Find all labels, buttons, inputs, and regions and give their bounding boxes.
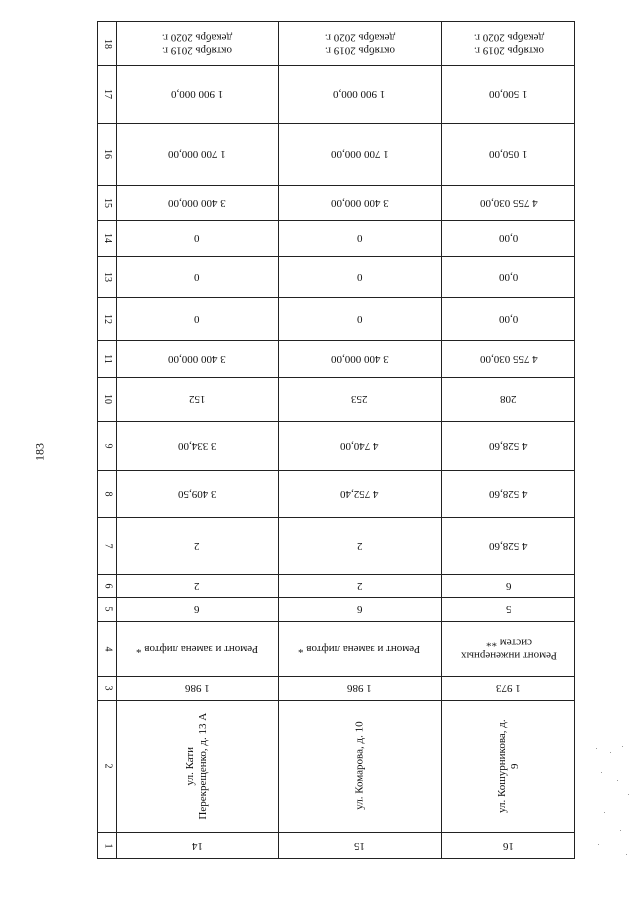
cell-row-number: 14 [191,840,203,853]
cell-c17: 1 900 000,0 [170,88,224,101]
column-number-10: 10 [102,394,113,404]
page-number: 183 [32,443,47,461]
cell-year: 1 986 [347,682,372,695]
cell-c15: 4 755 030,00 [479,197,538,210]
repair-schedule-table [97,21,575,859]
cell-c13: 0,00 [498,271,519,284]
column-number-18: 18 [102,38,113,49]
column-number-12: 12 [102,313,113,324]
cell-c7: 2 [194,540,200,553]
cell-c14: 0 [194,232,200,245]
cell-c17: 1 500,00 [489,88,528,101]
cell-c11: 3 400 000,00 [168,353,226,366]
cell-row-number: 16 [503,840,514,853]
cell-c9: 4 528,60 [489,440,528,453]
cell-c7: 2 [356,540,363,553]
column-number-6: 6 [102,583,113,588]
cell-work-type: Ремонт и замена лифтов * [298,643,421,656]
cell-c5: 6 [194,603,200,616]
column-number-13: 13 [102,271,113,282]
cell-address: ул. Кати Перекрещенко, д. 13 А [183,712,209,820]
cell-c6: 6 [505,580,512,593]
cell-c13: 0 [356,271,363,284]
cell-period: октябрь 2019 г. декабрь 2020 г. [161,31,233,57]
cell-c10: 152 [188,393,206,406]
cell-c9: 4 740,00 [340,440,379,453]
cell-c5: 6 [356,603,363,616]
cell-c15: 3 400 000,00 [168,197,226,210]
cell-c6: 2 [356,580,363,593]
cell-c14: 0,00 [498,232,519,245]
cell-work-type: Ремонт и замена лифтов * [135,643,259,656]
column-number-4: 4 [102,646,113,651]
cell-c16: 1 700 000,00 [168,148,226,161]
column-number-3: 3 [102,685,113,691]
column-number-16: 16 [102,149,113,159]
column-number-1: 1 [102,843,113,849]
cell-c14: 0 [356,232,363,245]
cell-year: 1 986 [184,682,210,695]
cell-c11: 4 755 030,00 [479,353,538,366]
cell-c5: 5 [505,603,512,616]
cell-c12: 0 [194,313,200,326]
cell-c16: 1 700 000,00 [330,148,389,161]
cell-year: 1 973 [496,682,521,695]
column-number-17: 17 [102,89,113,99]
cell-period: октябрь 2019 г. декабрь 2020 г. [324,31,395,57]
column-number-8: 8 [102,491,113,496]
column-number-2: 2 [102,763,113,769]
cell-address: ул. Кошурникова, д. 9 [495,719,521,813]
cell-c8: 4 528,60 [489,488,528,501]
column-number-7: 7 [102,543,113,548]
cell-c7: 4 528,60 [489,540,528,553]
column-number-14: 14 [102,233,113,243]
cell-c9: 3 334,00 [177,440,217,453]
cell-row-number: 15 [354,840,365,853]
column-number-11: 11 [101,353,113,364]
cell-c8: 4 752,40 [340,488,379,501]
cell-c10: 253 [351,393,368,406]
cell-c12: 0 [356,313,363,326]
cell-c15: 3 400 000,00 [330,197,389,210]
cell-address: ул. Комарова, д. 10 [352,721,365,811]
scan-noise [592,742,634,862]
cell-work-type: Ремонт инженерных систем ** [460,636,557,662]
column-number-9: 9 [102,443,113,448]
cell-c17: 1 900 000,0 [333,88,386,101]
cell-c13: 0 [194,271,200,284]
cell-c16: 1 050,00 [489,148,528,161]
cell-c8: 3 409,50 [177,488,217,501]
cell-c11: 3 400 000,00 [330,353,389,366]
cell-c6: 2 [194,580,200,593]
cell-period: октябрь 2019 г. декабрь 2020 г. [473,31,544,57]
column-number-15: 15 [102,197,113,208]
column-number-5: 5 [102,606,113,612]
cell-c12: 0,00 [498,313,519,326]
cell-c10: 208 [500,393,517,406]
